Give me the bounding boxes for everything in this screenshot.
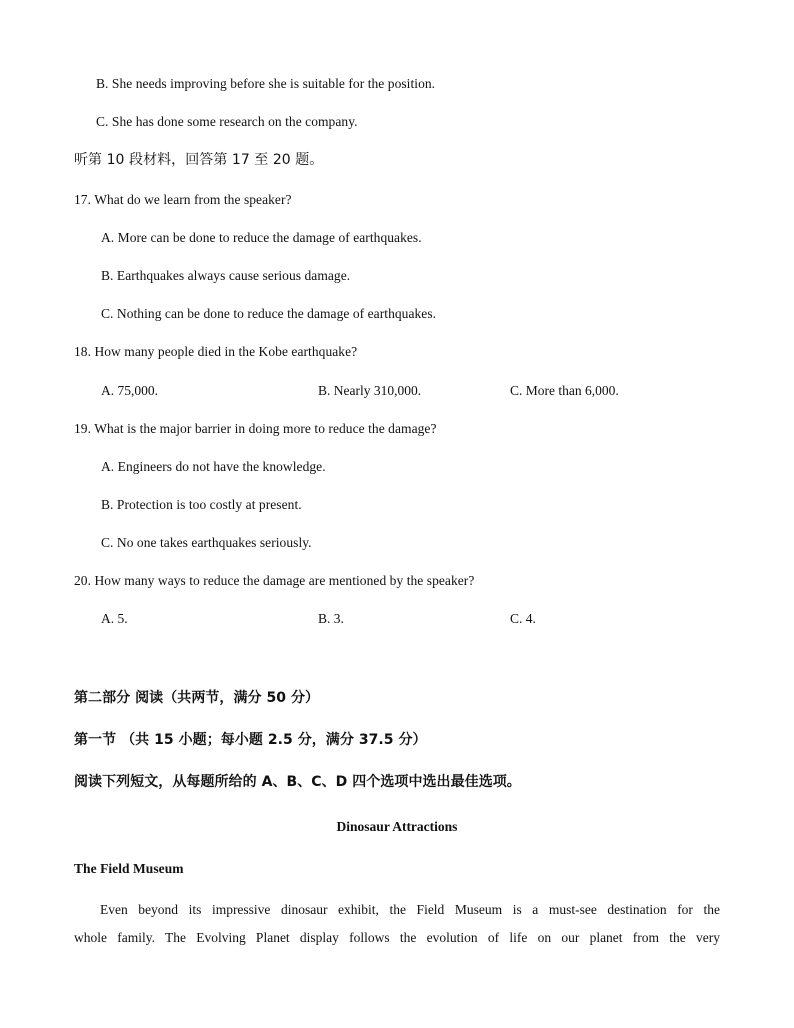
section10-instruction: 听第 10 段材料，回答第 17 至 20 题。 (74, 152, 324, 168)
passage-subtitle: The Field Museum (74, 861, 184, 876)
q20-option-c: C. 4. (510, 611, 536, 626)
q18-option-c: C. More than 6,000. (510, 383, 619, 398)
passage-line-2: whole family. The Evolving Planet display follows the evolution of life on our planet from the very (74, 930, 720, 945)
q16-option-c: C. She has done some research on the company. (96, 114, 358, 129)
q18-option-a: A. 75,000. (101, 383, 158, 398)
q17-option-c: C. Nothing can be done to reduce the damage of earthquakes. (101, 306, 437, 321)
passage-paragraph (74, 896, 720, 952)
part2-instruction: 阅读下列短文，从每题所给的 A、B、C、D 四个选项中选出最佳选项。 (74, 774, 521, 790)
q17-option-a: A. More can be done to reduce the damage of earthquakes. (101, 230, 422, 245)
q18-option-b: B. Nearly 310,000. (318, 383, 422, 398)
part2-heading: 第二部分 阅读（共两节，满分 50 分） (74, 690, 320, 706)
q20-option-b: B. 3. (318, 611, 344, 626)
q20-option-a: A. 5. (101, 611, 128, 626)
q19-option-a: A. Engineers do not have the knowledge. (101, 459, 326, 474)
q16-option-b: B. She needs improving before she is suitable for the position. (96, 76, 436, 91)
q19-stem: 19. What is the major barrier in doing more to reduce the damage? (74, 421, 437, 436)
q19-option-c: C. No one takes earthquakes seriously. (101, 535, 312, 550)
q17-option-b: B. Earthquakes always cause serious damage. (101, 268, 351, 283)
part2-section1-heading: 第一节 （共 15 小题；每小题 2.5 分，满分 37.5 分） (74, 732, 427, 748)
passage-title: Dinosaur Attractions (336, 819, 458, 834)
q20-options (0, 610, 620, 628)
q18-stem: 18. How many people died in the Kobe earthquake? (74, 344, 358, 359)
passage-line-1: Even beyond its impressive dinosaur exhibit, the Field Museum is a must-see destination for the (100, 902, 720, 917)
q18-options (0, 382, 620, 400)
q20-stem: 20. How many ways to reduce the damage are mentioned by the speaker? (74, 573, 475, 588)
q19-option-b: B. Protection is too costly at present. (101, 497, 302, 512)
q17-stem: 17. What do we learn from the speaker? (74, 192, 292, 207)
